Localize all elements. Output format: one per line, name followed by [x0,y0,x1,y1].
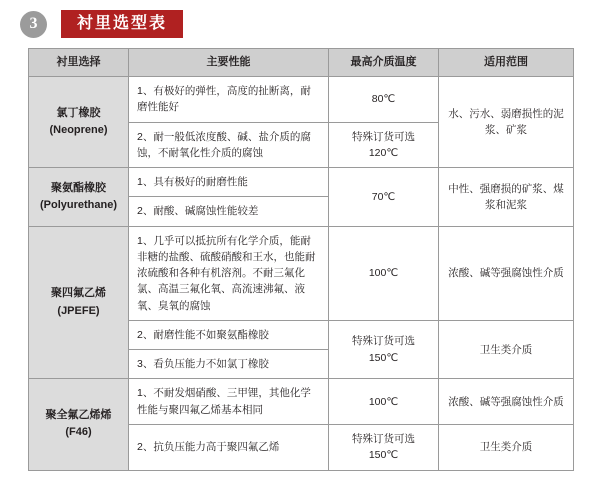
performance-text: 2、抗负压能力高于聚四氟乙烯 [129,424,329,470]
table-row [29,77,574,123]
scope-text: 中性、强磨损的矿浆、煤浆和泥浆 [439,168,574,227]
performance-text: 2、耐磨性能不如聚氨酯橡胶 [129,320,329,349]
max-temp-value: 100℃ [329,226,439,320]
max-temp-value: 80℃ [329,77,439,123]
performance-text: 1、几乎可以抵抗所有化学介质，能耐非糖的盐酸、硫酸硝酸和王水，也能耐浓硫酸和各种有机溶剂。不耐三氟化氯、高温三氟化氧、高流速沸氟、液氧、臭氧的腐蚀 [129,226,329,320]
scope-text: 卫生类介质 [439,320,574,379]
scope-text: 水、污水、弱磨损性的泥浆、矿浆 [439,77,574,168]
table-body [29,77,574,471]
table-row [29,226,574,320]
max-temp-value [329,320,439,379]
lining-name-line2: (Neoprene) [49,124,108,137]
scope-text: 卫生类介质 [439,424,574,470]
lining-name-line2: (Polyurethane) [39,198,117,211]
section-number-badge: 3 [20,11,47,38]
table-header-row [29,49,574,77]
max-temp-optional: 150℃ [368,449,399,462]
lining-selection-table [28,48,574,471]
table-header [29,49,574,77]
lining-name-line1: 聚氨酯橡胶 [51,181,106,194]
max-temp-note: 特殊订货可选 [352,432,415,445]
performance-text: 1、不耐发烟硝酸、三甲锂，其他化学性能与聚四氟乙烯基本相同 [129,379,329,425]
lining-name-line2: (F46) [65,426,92,439]
lining-name-neoprene [29,77,129,168]
performance-text: 1、具有极好的耐磨性能 [129,168,329,197]
performance-text: 3、看负压能力不如氯丁橡胶 [129,350,329,379]
column-header-scope: 适用范围 [439,49,574,77]
performance-text: 1、有极好的弹性，高度的扯断离，耐磨性能好 [129,77,329,123]
scope-text: 浓酸、碱等强腐蚀性介质 [439,379,574,425]
page-header [0,0,600,40]
max-temp-note: 特殊订货可选 [352,130,415,143]
lining-name-polyurethane [29,168,129,227]
column-header-performance: 主要性能 [129,49,329,77]
lining-name-f46 [29,379,129,470]
page-title: 衬里选型表 [61,10,183,39]
scope-text: 浓酸、碱等强腐蚀性介质 [439,226,574,320]
performance-text: 2、耐一般低浓度酸、碱、盐介质的腐蚀，不耐氧化性介质的腐蚀 [129,122,329,168]
max-temp-value [329,122,439,168]
column-header-max-temp: 最高介质温度 [329,49,439,77]
max-temp-value: 100℃ [329,379,439,425]
lining-name-ptfe [29,226,129,379]
max-temp-optional: 150℃ [368,351,399,364]
lining-selection-table-container [28,48,573,471]
lining-name-line1: 聚四氟乙烯 [51,287,106,300]
max-temp-optional: 120℃ [368,146,399,159]
max-temp-value [329,424,439,470]
table-row [29,168,574,197]
column-header-lining: 衬里选择 [29,49,129,77]
lining-name-line1: 氯丁橡胶 [56,106,101,119]
lining-name-line1: 聚全氟乙烯烯 [45,409,112,422]
max-temp-value: 70℃ [329,168,439,227]
performance-text: 2、耐酸、碱腐蚀性能较差 [129,197,329,226]
max-temp-note: 特殊订货可选 [352,335,415,348]
lining-name-line2: (JPEFE) [57,304,100,317]
table-row [29,379,574,425]
